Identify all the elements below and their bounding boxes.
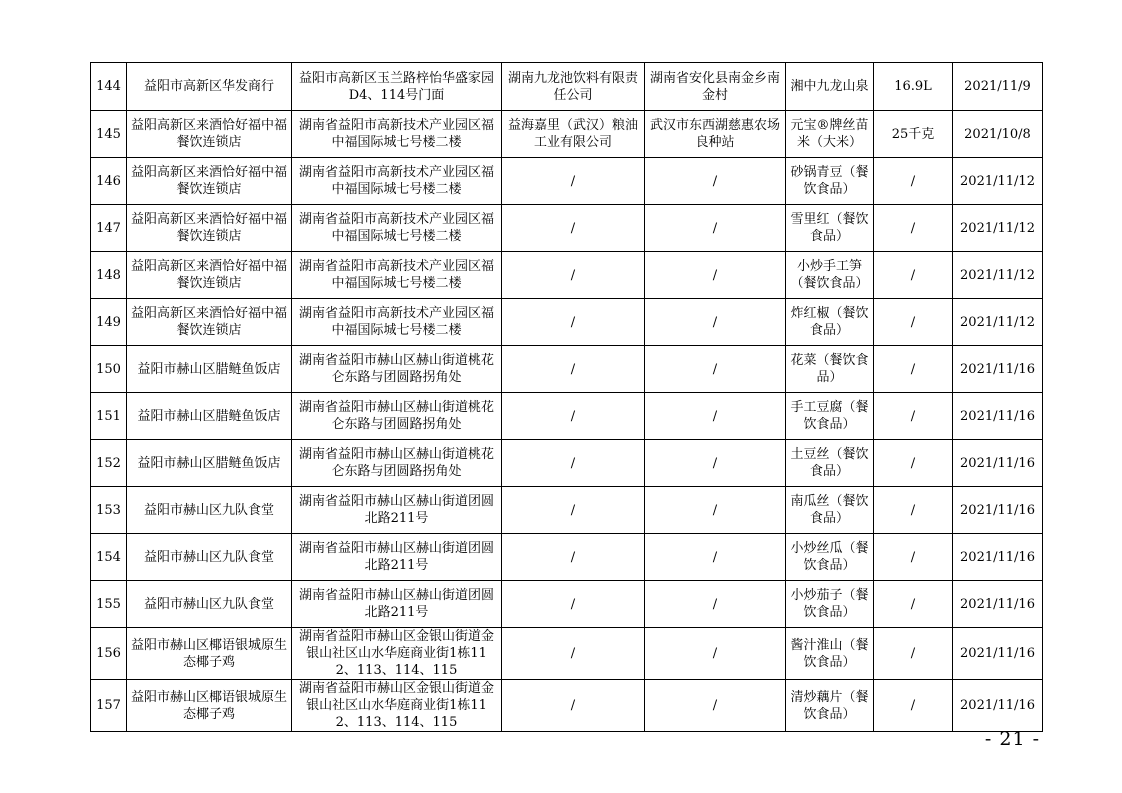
sampled-enterprise-cell: 益阳市赫山区腊鲢鱼饭店 [127,393,292,440]
producer-address-cell: / [645,534,786,581]
sampled-enterprise-cell: 益阳高新区来酒恰好福中福餐饮连锁店 [127,111,292,158]
producer-address-cell: / [645,393,786,440]
sampled-enterprise-cell: 益阳市赫山区九队食堂 [127,581,292,628]
producer-name-cell: / [502,393,645,440]
sampled-enterprise-cell: 益阳高新区来酒恰好福中福餐饮连锁店 [127,252,292,299]
specification-cell: / [874,487,953,534]
sampling-table [90,62,1043,732]
table-row [91,487,1043,534]
producer-address-cell: / [645,440,786,487]
producer-address-cell: 湖南省安化县南金乡南金村 [645,63,786,111]
table-row [91,158,1043,205]
food-name-cell: 小炒丝瓜（餐饮食品） [786,534,874,581]
producer-name-cell: / [502,299,645,346]
production-date-cell: 2021/11/12 [953,205,1043,252]
production-date-cell: 2021/11/16 [953,680,1043,732]
enterprise-address-cell: 湖南省益阳市高新技术产业园区福中福国际城七号楼二楼 [292,299,502,346]
specification-cell: / [874,680,953,732]
page-number: - 21 - [984,728,1040,750]
sampled-enterprise-cell: 益阳市赫山区九队食堂 [127,487,292,534]
row-number-cell: 157 [91,680,127,732]
sampled-enterprise-cell: 益阳市赫山区腊鲢鱼饭店 [127,440,292,487]
table-row [91,252,1043,299]
enterprise-address-cell: 湖南省益阳市高新技术产业园区福中福国际城七号楼二楼 [292,158,502,205]
enterprise-address-cell: 湖南省益阳市赫山区赫山街道团圆北路211号 [292,487,502,534]
food-name-cell: 雪里红（餐饮食品） [786,205,874,252]
food-name-cell: 炸红椒（餐饮食品） [786,299,874,346]
producer-name-cell: / [502,346,645,393]
producer-address-cell: / [645,346,786,393]
production-date-cell: 2021/11/16 [953,581,1043,628]
row-number-cell: 151 [91,393,127,440]
table-row [91,534,1043,581]
table-row [91,111,1043,158]
enterprise-address-cell: 湖南省益阳市赫山区金银山街道金银山社区山水华庭商业街1栋112、113、114、115 [292,680,502,732]
production-date-cell: 2021/11/16 [953,393,1043,440]
food-name-cell: 元宝®牌丝苗米（大米） [786,111,874,158]
production-date-cell: 2021/11/12 [953,299,1043,346]
producer-name-cell: / [502,581,645,628]
sampled-enterprise-cell: 益阳市高新区华发商行 [127,63,292,111]
table-row [91,63,1043,111]
production-date-cell: 2021/11/16 [953,534,1043,581]
production-date-cell: 2021/11/16 [953,487,1043,534]
food-name-cell: 手工豆腐（餐饮食品） [786,393,874,440]
enterprise-address-cell: 湖南省益阳市高新技术产业园区福中福国际城七号楼二楼 [292,111,502,158]
row-number-cell: 148 [91,252,127,299]
row-number-cell: 150 [91,346,127,393]
specification-cell: / [874,158,953,205]
table-row [91,581,1043,628]
production-date-cell: 2021/11/16 [953,440,1043,487]
producer-address-cell: / [645,628,786,680]
specification-cell: / [874,628,953,680]
producer-name-cell: / [502,628,645,680]
producer-address-cell: / [645,680,786,732]
food-name-cell: 花菜（餐饮食品） [786,346,874,393]
table-row [91,440,1043,487]
sampled-enterprise-cell: 益阳市赫山区腊鲢鱼饭店 [127,346,292,393]
specification-cell: / [874,581,953,628]
row-number-cell: 146 [91,158,127,205]
row-number-cell: 156 [91,628,127,680]
sampled-enterprise-cell: 益阳市赫山区椰语银城原生态椰子鸡 [127,680,292,732]
specification-cell: / [874,440,953,487]
row-number-cell: 154 [91,534,127,581]
food-name-cell: 小炒茄子（餐饮食品） [786,581,874,628]
producer-name-cell: 益海嘉里（武汉）粮油工业有限公司 [502,111,645,158]
producer-name-cell: / [502,158,645,205]
producer-name-cell: / [502,680,645,732]
producer-address-cell: 武汉市东西湖慈惠农场良种站 [645,111,786,158]
producer-address-cell: / [645,299,786,346]
producer-name-cell: / [502,205,645,252]
sampled-enterprise-cell: 益阳市赫山区九队食堂 [127,534,292,581]
enterprise-address-cell: 益阳市高新区玉兰路梓怡华盛家园D4、114号门面 [292,63,502,111]
producer-address-cell: / [645,487,786,534]
producer-address-cell: / [645,581,786,628]
food-name-cell: 南瓜丝（餐饮食品） [786,487,874,534]
enterprise-address-cell: 湖南省益阳市赫山区赫山街道桃花仑东路与团圆路拐角处 [292,393,502,440]
enterprise-address-cell: 湖南省益阳市高新技术产业园区福中福国际城七号楼二楼 [292,252,502,299]
row-number-cell: 144 [91,63,127,111]
table-row [91,393,1043,440]
food-name-cell: 酱汁淮山（餐饮食品） [786,628,874,680]
sampled-enterprise-cell: 益阳市赫山区椰语银城原生态椰子鸡 [127,628,292,680]
producer-name-cell: / [502,487,645,534]
row-number-cell: 153 [91,487,127,534]
table-body [91,63,1043,732]
production-date-cell: 2021/11/9 [953,63,1043,111]
specification-cell: / [874,346,953,393]
production-date-cell: 2021/11/16 [953,346,1043,393]
food-name-cell: 小炒手工笋（餐饮食品） [786,252,874,299]
producer-address-cell: / [645,158,786,205]
enterprise-address-cell: 湖南省益阳市赫山区赫山街道桃花仑东路与团圆路拐角处 [292,346,502,393]
specification-cell: / [874,205,953,252]
food-name-cell: 湘中九龙山泉 [786,63,874,111]
row-number-cell: 149 [91,299,127,346]
specification-cell: / [874,534,953,581]
food-name-cell: 砂锅青豆（餐饮食品） [786,158,874,205]
specification-cell: / [874,393,953,440]
producer-name-cell: / [502,252,645,299]
row-number-cell: 145 [91,111,127,158]
table-row [91,628,1043,680]
production-date-cell: 2021/10/8 [953,111,1043,158]
producer-name-cell: 湖南九龙池饮料有限责任公司 [502,63,645,111]
enterprise-address-cell: 湖南省益阳市赫山区赫山街道团圆北路211号 [292,534,502,581]
enterprise-address-cell: 湖南省益阳市赫山区金银山街道金银山社区山水华庭商业街1栋112、113、114、115 [292,628,502,680]
enterprise-address-cell: 湖南省益阳市高新技术产业园区福中福国际城七号楼二楼 [292,205,502,252]
production-date-cell: 2021/11/16 [953,628,1043,680]
specification-cell: / [874,252,953,299]
table-row [91,346,1043,393]
specification-cell: 25千克 [874,111,953,158]
table-row [91,299,1043,346]
sampled-enterprise-cell: 益阳高新区来酒恰好福中福餐饮连锁店 [127,205,292,252]
sampled-enterprise-cell: 益阳高新区来酒恰好福中福餐饮连锁店 [127,299,292,346]
producer-name-cell: / [502,534,645,581]
producer-address-cell: / [645,205,786,252]
producer-address-cell: / [645,252,786,299]
producer-name-cell: / [502,440,645,487]
specification-cell: 16.9L [874,63,953,111]
table-row [91,680,1043,732]
food-name-cell: 清炒藕片（餐饮食品） [786,680,874,732]
row-number-cell: 152 [91,440,127,487]
row-number-cell: 155 [91,581,127,628]
enterprise-address-cell: 湖南省益阳市赫山区赫山街道团圆北路211号 [292,581,502,628]
table-row [91,205,1043,252]
production-date-cell: 2021/11/12 [953,252,1043,299]
food-name-cell: 土豆丝（餐饮食品） [786,440,874,487]
sampled-enterprise-cell: 益阳高新区来酒恰好福中福餐饮连锁店 [127,158,292,205]
production-date-cell: 2021/11/12 [953,158,1043,205]
row-number-cell: 147 [91,205,127,252]
specification-cell: / [874,299,953,346]
enterprise-address-cell: 湖南省益阳市赫山区赫山街道桃花仑东路与团圆路拐角处 [292,440,502,487]
